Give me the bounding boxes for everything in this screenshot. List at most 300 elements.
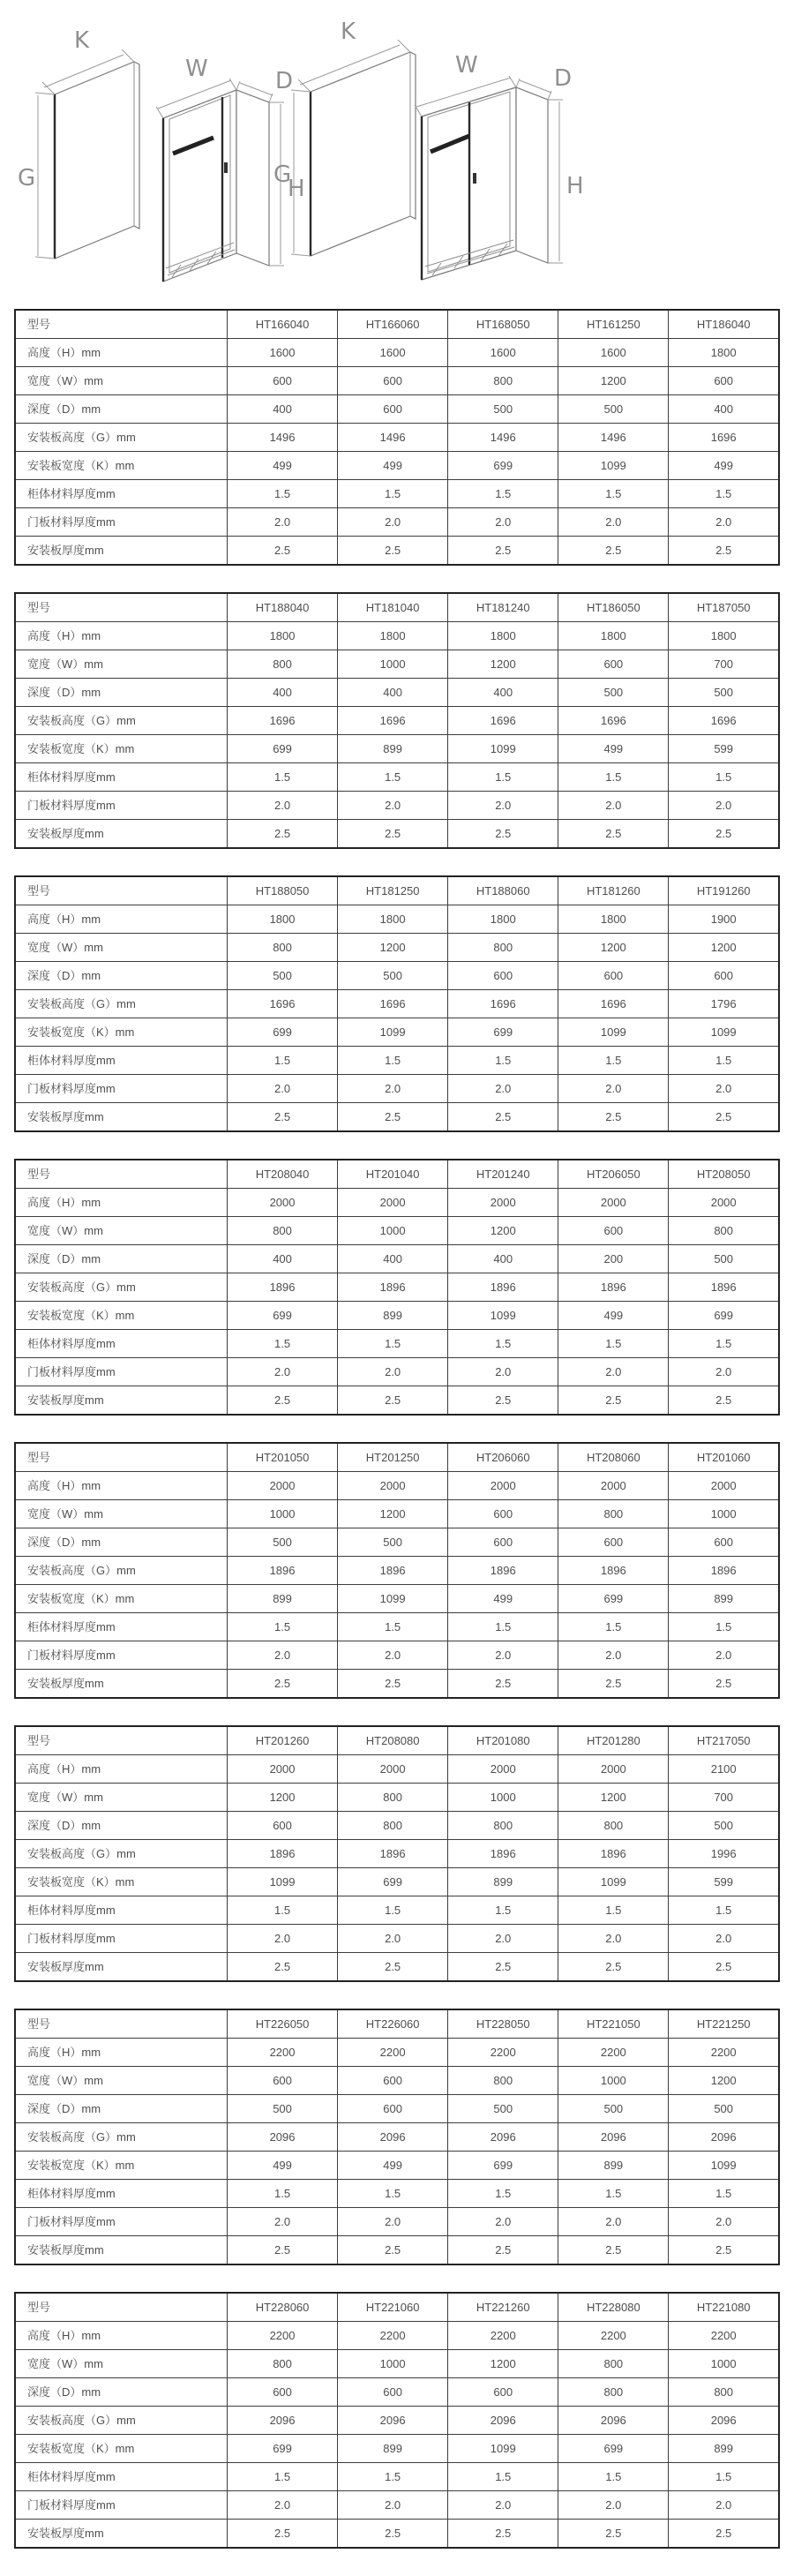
value-cell: 800 <box>338 1812 448 1840</box>
model-cell: HT221080 <box>669 2293 779 2322</box>
value-cell: 1.5 <box>558 2463 669 2491</box>
value-cell: 1800 <box>338 905 448 934</box>
value-cell: 1800 <box>558 622 669 650</box>
value-cell: 500 <box>338 962 448 990</box>
value-cell: 600 <box>228 2378 338 2407</box>
value-cell: 400 <box>669 395 779 424</box>
row-label-model: 型号 <box>15 1443 228 1472</box>
model-cell: HT226060 <box>338 2009 448 2039</box>
model-cell: HT161250 <box>558 310 669 339</box>
value-cell: 1696 <box>669 707 779 735</box>
value-cell: 1.5 <box>669 1613 779 1641</box>
value-cell: 800 <box>228 2350 338 2378</box>
value-cell: 2200 <box>558 2322 669 2350</box>
row-label: 安装板厚度mm <box>15 1953 228 1982</box>
row-label: 安装板宽度（K）mm <box>15 1302 228 1330</box>
value-cell: 2096 <box>228 2407 338 2435</box>
spec-row <box>15 1557 779 1585</box>
value-cell: 2.0 <box>558 1641 669 1670</box>
value-cell: 500 <box>669 679 779 707</box>
value-cell: 2000 <box>558 1755 669 1784</box>
value-cell: 800 <box>228 934 338 962</box>
value-cell: 1200 <box>669 934 779 962</box>
row-label: 宽度（W）mm <box>15 2350 228 2378</box>
row-label: 高度（H）mm <box>15 339 228 367</box>
value-cell: 2.0 <box>228 792 338 820</box>
value-cell: 2.5 <box>558 820 669 849</box>
dim-label-g: G <box>18 165 36 192</box>
model-header-row <box>15 310 779 339</box>
value-cell: 1600 <box>228 339 338 367</box>
value-cell: 1.5 <box>228 1047 338 1075</box>
model-cell: HT221060 <box>338 2293 448 2322</box>
row-label: 安装板宽度（K）mm <box>15 1868 228 1896</box>
row-label: 门板材料厚度mm <box>15 792 228 820</box>
value-cell: 2.5 <box>558 1103 669 1132</box>
spec-row <box>15 905 779 934</box>
row-label: 安装板厚度mm <box>15 2236 228 2265</box>
spec-row <box>15 2067 779 2095</box>
value-cell: 2.5 <box>558 1670 669 1699</box>
row-label: 柜体材料厚度mm <box>15 2463 228 2491</box>
spec-row <box>15 1047 779 1075</box>
model-cell: HT168050 <box>448 310 558 339</box>
spec-row <box>15 1500 779 1528</box>
value-cell: 699 <box>448 452 558 480</box>
model-cell: HT208040 <box>228 1160 338 1189</box>
spec-row <box>15 1613 779 1641</box>
value-cell: 2000 <box>448 1755 558 1784</box>
value-cell: 1696 <box>669 424 779 452</box>
model-cell: HT228050 <box>448 2009 558 2039</box>
value-cell: 2.0 <box>448 2491 558 2520</box>
value-cell: 1099 <box>558 1868 669 1896</box>
value-cell: 1200 <box>448 2350 558 2378</box>
value-cell: 600 <box>448 962 558 990</box>
spec-row <box>15 2435 779 2463</box>
spec-row <box>15 508 779 537</box>
value-cell: 500 <box>558 2095 669 2123</box>
value-cell: 2.5 <box>338 2520 448 2549</box>
model-cell: HT186050 <box>558 593 669 622</box>
value-cell: 600 <box>669 367 779 395</box>
row-label: 门板材料厚度mm <box>15 2491 228 2520</box>
value-cell: 600 <box>448 1528 558 1557</box>
value-cell: 499 <box>669 452 779 480</box>
value-cell: 2.0 <box>669 1075 779 1103</box>
value-cell: 2.5 <box>338 820 448 849</box>
value-cell: 2.5 <box>228 1386 338 1416</box>
model-cell: HT201040 <box>338 1160 448 1189</box>
spec-table-1 <box>14 309 780 566</box>
value-cell: 1.5 <box>338 763 448 792</box>
value-cell: 1099 <box>448 735 558 763</box>
dim-label-w-2: W <box>455 52 478 79</box>
value-cell: 2000 <box>338 1755 448 1784</box>
value-cell: 1.5 <box>228 480 338 508</box>
value-cell: 2.0 <box>228 1925 338 1953</box>
value-cell: 800 <box>558 2350 669 2378</box>
cabinet-dimension-diagrams <box>0 0 794 309</box>
value-cell: 2.5 <box>448 537 558 566</box>
value-cell: 1.5 <box>448 2180 558 2208</box>
value-cell: 1000 <box>228 1500 338 1528</box>
value-cell: 1.5 <box>448 1330 558 1358</box>
value-cell: 1696 <box>228 707 338 735</box>
spec-row <box>15 2407 779 2435</box>
spec-row <box>15 1273 779 1302</box>
value-cell: 2.0 <box>448 508 558 537</box>
row-label: 深度（D）mm <box>15 395 228 424</box>
value-cell: 1099 <box>228 1868 338 1896</box>
value-cell: 800 <box>448 934 558 962</box>
value-cell: 2.0 <box>228 1075 338 1103</box>
model-cell: HT187050 <box>669 593 779 622</box>
value-cell: 1.5 <box>338 2180 448 2208</box>
value-cell: 1800 <box>669 622 779 650</box>
value-cell: 600 <box>228 1812 338 1840</box>
value-cell: 2000 <box>448 1189 558 1217</box>
value-cell: 1600 <box>448 339 558 367</box>
value-cell: 2.5 <box>228 1670 338 1699</box>
spec-row <box>15 2208 779 2236</box>
row-label: 安装板厚度mm <box>15 537 228 566</box>
spec-row <box>15 452 779 480</box>
value-cell: 500 <box>448 395 558 424</box>
value-cell: 2000 <box>558 1189 669 1217</box>
value-cell: 1.5 <box>558 1613 669 1641</box>
value-cell: 600 <box>338 2067 448 2095</box>
spec-row <box>15 990 779 1018</box>
value-cell: 1.5 <box>669 1896 779 1925</box>
model-cell: HT201250 <box>338 1443 448 1472</box>
row-label: 高度（H）mm <box>15 2322 228 2350</box>
value-cell: 2.5 <box>558 2520 669 2549</box>
spec-row <box>15 395 779 424</box>
value-cell: 2.0 <box>669 792 779 820</box>
value-cell: 2.5 <box>338 1103 448 1132</box>
value-cell: 1.5 <box>448 1896 558 1925</box>
spec-row <box>15 1585 779 1613</box>
row-label: 安装板宽度（K）mm <box>15 2435 228 2463</box>
value-cell: 1.5 <box>448 763 558 792</box>
row-label: 高度（H）mm <box>15 2039 228 2067</box>
value-cell: 2.5 <box>669 1953 779 1982</box>
value-cell: 2.5 <box>558 537 669 566</box>
model-cell: HT181240 <box>448 593 558 622</box>
row-label: 深度（D）mm <box>15 2378 228 2407</box>
value-cell: 1800 <box>228 905 338 934</box>
value-cell: 1696 <box>338 990 448 1018</box>
value-cell: 2096 <box>448 2123 558 2152</box>
value-cell: 500 <box>558 679 669 707</box>
value-cell: 2.5 <box>558 2236 669 2265</box>
spec-row <box>15 1896 779 1925</box>
value-cell: 1800 <box>338 622 448 650</box>
model-cell: HT221050 <box>558 2009 669 2039</box>
value-cell: 2.0 <box>558 1075 669 1103</box>
spec-row <box>15 1755 779 1784</box>
dimension-h-2 <box>548 100 584 263</box>
row-label: 柜体材料厚度mm <box>15 1613 228 1641</box>
value-cell: 1.5 <box>228 1330 338 1358</box>
value-cell: 1.5 <box>448 1613 558 1641</box>
row-label: 高度（H）mm <box>15 622 228 650</box>
row-label: 宽度（W）mm <box>15 1500 228 1528</box>
value-cell: 1000 <box>669 1500 779 1528</box>
value-cell: 2.5 <box>669 1670 779 1699</box>
model-cell: HT226050 <box>228 2009 338 2039</box>
value-cell: 2000 <box>228 1755 338 1784</box>
spec-row <box>15 1075 779 1103</box>
spec-row <box>15 2378 779 2407</box>
row-label: 安装板厚度mm <box>15 820 228 849</box>
value-cell: 2.0 <box>448 792 558 820</box>
row-label: 高度（H）mm <box>15 1472 228 1500</box>
value-cell: 2.0 <box>558 508 669 537</box>
value-cell: 1496 <box>448 424 558 452</box>
value-cell: 400 <box>338 679 448 707</box>
spec-row <box>15 1840 779 1868</box>
value-cell: 1800 <box>448 905 558 934</box>
dimension-g <box>18 93 55 259</box>
value-cell: 1.5 <box>228 2180 338 2208</box>
value-cell: 600 <box>228 2067 338 2095</box>
model-header-row <box>15 876 779 905</box>
spec-tables-section <box>0 309 794 2549</box>
value-cell: 1.5 <box>228 1613 338 1641</box>
value-cell: 400 <box>228 1245 338 1273</box>
value-cell: 2200 <box>448 2039 558 2067</box>
value-cell: 2.5 <box>338 537 448 566</box>
value-cell: 1896 <box>669 1557 779 1585</box>
spec-row <box>15 1358 779 1386</box>
model-cell: HT221250 <box>669 2009 779 2039</box>
value-cell: 1.5 <box>558 1330 669 1358</box>
spec-table-6 <box>14 1725 780 1982</box>
model-cell: HT181260 <box>558 876 669 905</box>
spec-row <box>15 622 779 650</box>
spec-row <box>15 2123 779 2152</box>
model-cell: HT206060 <box>448 1443 558 1472</box>
spec-table-8 <box>14 2292 780 2549</box>
value-cell: 2.0 <box>669 2208 779 2236</box>
model-cell: HT217050 <box>669 1726 779 1755</box>
value-cell: 1.5 <box>338 1613 448 1641</box>
row-label: 柜体材料厚度mm <box>15 1896 228 1925</box>
value-cell: 699 <box>558 1585 669 1613</box>
spec-row <box>15 2520 779 2549</box>
value-cell: 1600 <box>338 339 448 367</box>
value-cell: 899 <box>228 1585 338 1613</box>
dim-label-h: H <box>288 176 305 202</box>
value-cell: 899 <box>338 1302 448 1330</box>
value-cell: 800 <box>558 1500 669 1528</box>
value-cell: 2.5 <box>448 1953 558 1982</box>
value-cell: 2.0 <box>448 1641 558 1670</box>
row-label: 安装板高度（G）mm <box>15 1273 228 1302</box>
value-cell: 1696 <box>558 990 669 1018</box>
value-cell: 1800 <box>669 339 779 367</box>
spec-row <box>15 934 779 962</box>
value-cell: 2.0 <box>558 2491 669 2520</box>
value-cell: 500 <box>338 1528 448 1557</box>
model-cell: HT166060 <box>338 310 448 339</box>
spec-row <box>15 1245 779 1273</box>
row-label-model: 型号 <box>15 1160 228 1189</box>
value-cell: 2.0 <box>448 2208 558 2236</box>
value-cell: 1900 <box>669 905 779 934</box>
value-cell: 2200 <box>338 2322 448 2350</box>
value-cell: 1800 <box>558 905 669 934</box>
value-cell: 1200 <box>338 934 448 962</box>
cabinet-diagrams-drawing <box>0 4 794 305</box>
value-cell: 1996 <box>669 1840 779 1868</box>
row-label-model: 型号 <box>15 593 228 622</box>
spec-row <box>15 480 779 508</box>
value-cell: 2096 <box>338 2123 448 2152</box>
spec-row <box>15 679 779 707</box>
value-cell: 2.5 <box>228 2236 338 2265</box>
model-cell: HT201050 <box>228 1443 338 1472</box>
row-label: 深度（D）mm <box>15 1812 228 1840</box>
spec-row <box>15 962 779 990</box>
value-cell: 899 <box>338 2435 448 2463</box>
value-cell: 600 <box>228 367 338 395</box>
value-cell: 1099 <box>448 2435 558 2463</box>
value-cell: 499 <box>338 2152 448 2180</box>
value-cell: 2.0 <box>669 1358 779 1386</box>
row-label: 安装板厚度mm <box>15 1670 228 1699</box>
row-label: 柜体材料厚度mm <box>15 1330 228 1358</box>
value-cell: 1.5 <box>228 763 338 792</box>
model-cell: HT206050 <box>558 1160 669 1189</box>
value-cell: 600 <box>338 395 448 424</box>
row-label: 柜体材料厚度mm <box>15 480 228 508</box>
value-cell: 1.5 <box>558 763 669 792</box>
value-cell: 600 <box>558 1217 669 1245</box>
value-cell: 2200 <box>669 2322 779 2350</box>
value-cell: 2096 <box>228 2123 338 2152</box>
value-cell: 1.5 <box>558 2180 669 2208</box>
dim-label-g-2: G <box>273 161 292 188</box>
value-cell: 1896 <box>558 1273 669 1302</box>
model-cell: HT208080 <box>338 1726 448 1755</box>
value-cell: 2200 <box>228 2322 338 2350</box>
value-cell: 2.5 <box>448 1670 558 1699</box>
spec-row <box>15 2180 779 2208</box>
value-cell: 2.0 <box>448 1358 558 1386</box>
value-cell: 800 <box>558 2378 669 2407</box>
value-cell: 2.0 <box>338 1075 448 1103</box>
value-cell: 1896 <box>558 1557 669 1585</box>
value-cell: 2200 <box>558 2039 669 2067</box>
value-cell: 1.5 <box>669 2463 779 2491</box>
row-label: 宽度（W）mm <box>15 1217 228 1245</box>
value-cell: 2.0 <box>228 2208 338 2236</box>
row-label: 门板材料厚度mm <box>15 1075 228 1103</box>
row-label: 门板材料厚度mm <box>15 1358 228 1386</box>
value-cell: 2.0 <box>228 2491 338 2520</box>
mounting-plate-drawing-2 <box>311 52 416 256</box>
value-cell: 1.5 <box>669 1047 779 1075</box>
value-cell: 600 <box>338 367 448 395</box>
row-label: 安装板高度（G）mm <box>15 990 228 1018</box>
value-cell: 600 <box>558 650 669 679</box>
row-label: 安装板厚度mm <box>15 1386 228 1416</box>
value-cell: 1896 <box>228 1840 338 1868</box>
value-cell: 200 <box>558 1245 669 1273</box>
value-cell: 1.5 <box>338 1330 448 1358</box>
value-cell: 1.5 <box>669 480 779 508</box>
value-cell: 2.5 <box>338 1670 448 1699</box>
value-cell: 2.5 <box>338 2236 448 2265</box>
model-cell: HT191260 <box>669 876 779 905</box>
value-cell: 1696 <box>228 990 338 1018</box>
row-label: 宽度（W）mm <box>15 2067 228 2095</box>
value-cell: 2000 <box>558 1472 669 1500</box>
spec-row <box>15 763 779 792</box>
spec-row <box>15 339 779 367</box>
value-cell: 1.5 <box>448 480 558 508</box>
value-cell: 1099 <box>338 1018 448 1047</box>
value-cell: 499 <box>558 1302 669 1330</box>
row-label: 安装板高度（G）mm <box>15 2123 228 2152</box>
value-cell: 2.5 <box>448 2520 558 2549</box>
spec-table-3 <box>14 875 780 1132</box>
row-label: 安装板高度（G）mm <box>15 707 228 735</box>
value-cell: 699 <box>669 1302 779 1330</box>
model-header-row <box>15 1160 779 1189</box>
model-cell: HT201260 <box>228 1726 338 1755</box>
value-cell: 800 <box>448 1812 558 1840</box>
value-cell: 899 <box>448 1868 558 1896</box>
row-label: 安装板宽度（K）mm <box>15 1018 228 1047</box>
value-cell: 1.5 <box>338 1896 448 1925</box>
value-cell: 700 <box>669 1784 779 1812</box>
spec-row <box>15 537 779 566</box>
model-cell: HT228080 <box>558 2293 669 2322</box>
spec-row <box>15 792 779 820</box>
value-cell: 1099 <box>669 2152 779 2180</box>
value-cell: 2096 <box>669 2407 779 2435</box>
value-cell: 1200 <box>228 1784 338 1812</box>
value-cell: 2000 <box>669 1189 779 1217</box>
model-header-row <box>15 1443 779 1472</box>
row-label: 柜体材料厚度mm <box>15 763 228 792</box>
dim-label-d: D <box>275 68 294 94</box>
value-cell: 2.5 <box>558 1953 669 1982</box>
value-cell: 2.0 <box>338 1925 448 1953</box>
value-cell: 1896 <box>669 1273 779 1302</box>
spec-row <box>15 1386 779 1416</box>
value-cell: 2.5 <box>228 1103 338 1132</box>
value-cell: 2000 <box>448 1472 558 1500</box>
value-cell: 1896 <box>558 1840 669 1868</box>
model-header-row <box>15 593 779 622</box>
value-cell: 800 <box>338 1784 448 1812</box>
value-cell: 500 <box>448 2095 558 2123</box>
value-cell: 1200 <box>448 1217 558 1245</box>
row-label: 柜体材料厚度mm <box>15 1047 228 1075</box>
spec-row <box>15 1670 779 1699</box>
spec-row <box>15 1330 779 1358</box>
spec-row <box>15 1925 779 1953</box>
row-label: 高度（H）mm <box>15 1189 228 1217</box>
value-cell: 1099 <box>558 1018 669 1047</box>
value-cell: 1896 <box>338 1273 448 1302</box>
value-cell: 2.0 <box>669 1641 779 1670</box>
